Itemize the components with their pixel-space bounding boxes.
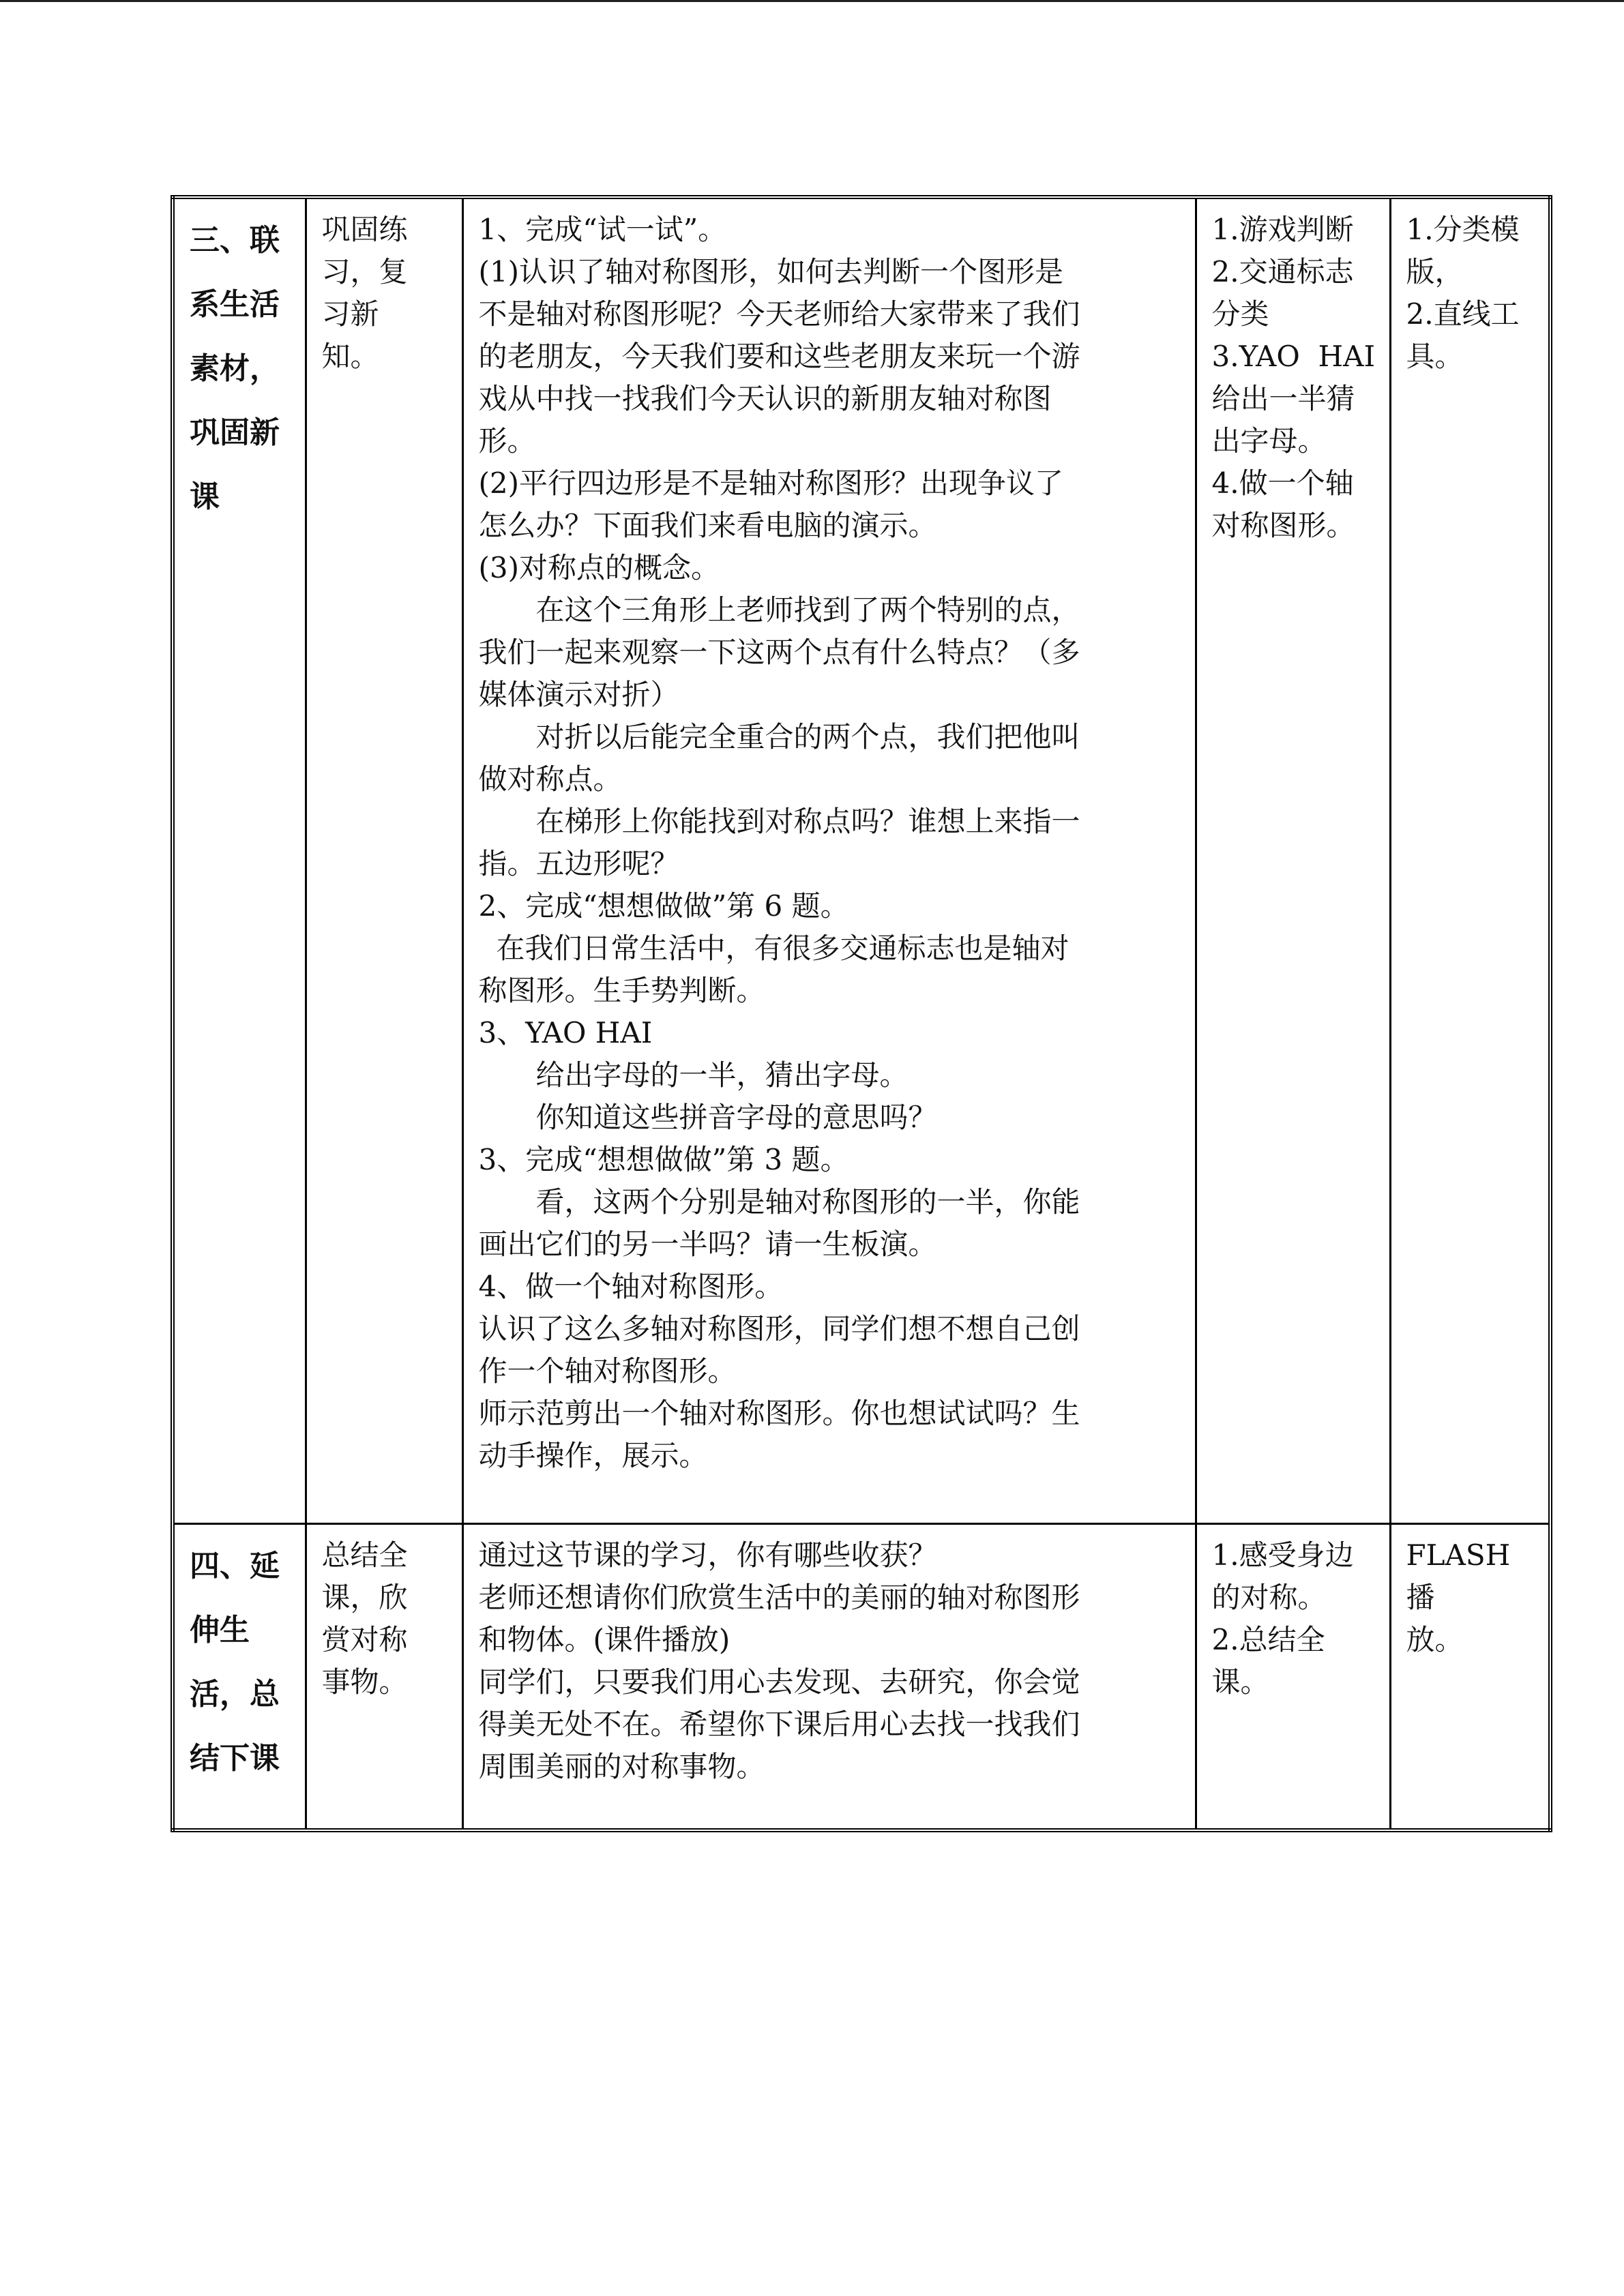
- process-line: (2)平行四边形是不是轴对称图形？出现争议了: [478, 466, 1063, 500]
- process-line: 形。: [478, 424, 536, 458]
- process-line: 4、做一个轴对称图形。: [478, 1270, 784, 1303]
- process-line: 看，这两个分别是轴对称图形的一半，你能: [535, 1185, 1080, 1219]
- goal-line: 课，欣: [321, 1580, 408, 1614]
- media-cell: [1390, 197, 1550, 1523]
- media-line: FLASH 播: [1406, 1538, 1520, 1614]
- process-line: 对折以后能完全重合的两个点，我们把他叫: [535, 720, 1080, 754]
- activity-line: 1.游戏判断: [1211, 213, 1354, 246]
- stage-line: 巩固新: [190, 415, 280, 450]
- process-line: 3、YAO HAI: [478, 1016, 653, 1049]
- process-line: 老师还想请你们欣赏生活中的美丽的轴对称图形: [478, 1580, 1080, 1614]
- process-line: 的老朋友，今天我们要和这些老朋友来玩一个游: [478, 340, 1080, 373]
- activity-line: 给出一半猜: [1211, 382, 1355, 415]
- table-row: [173, 1523, 1550, 1830]
- stage-line: 结下课: [190, 1740, 280, 1776]
- process-line: 做对称点。: [478, 762, 622, 796]
- table-row: [173, 197, 1550, 1523]
- activity-line: 3.YAO HAI: [1211, 340, 1376, 373]
- process-line: 画出它们的另一半吗？请一生板演。: [478, 1227, 937, 1261]
- page-top-rule: [0, 0, 1624, 2]
- media-line: 2.直线工: [1406, 297, 1520, 331]
- process-line: 3、完成“想想做做”第 3 题。: [478, 1143, 849, 1176]
- process-line: 通过这节课的学习，你有哪些收获？: [478, 1538, 937, 1572]
- process-line: 给出字母的一半，猜出字母。: [535, 1058, 909, 1092]
- stage-line: 三、联: [190, 223, 280, 258]
- process-line: 1、完成“试一试”。: [478, 213, 727, 246]
- process-cell: [462, 197, 1196, 1523]
- media-cell: [1390, 1523, 1550, 1830]
- goal-line: 知。: [321, 340, 379, 373]
- process-line: 在梯形上你能找到对称点吗？谁想上来指一: [535, 805, 1080, 838]
- activity-line: 的对称。: [1211, 1580, 1327, 1614]
- process-line: 媒体演示对折）: [478, 678, 679, 711]
- process-line: 不是轴对称图形呢？今天老师给大家带来了我们: [478, 297, 1080, 331]
- process-line: 怎么办？下面我们来看电脑的演示。: [478, 509, 937, 542]
- process-line: 称图形。生手势判断。: [478, 974, 765, 1007]
- goal-line: 巩固练: [321, 213, 408, 246]
- goal-cell: [306, 1523, 462, 1830]
- process-line: 周围美丽的对称事物。: [478, 1749, 765, 1783]
- stage-line: 素材，: [190, 351, 280, 386]
- media-line: 1.分类模: [1406, 213, 1520, 246]
- process-line: (3)对称点的概念。: [478, 551, 720, 584]
- process-line: 师示范剪出一个轴对称图形。你也想试试吗？生: [478, 1397, 1080, 1430]
- activity-line: 2.总结全: [1211, 1622, 1325, 1656]
- process-line: 在我们日常生活中，有很多交通标志也是轴对: [496, 931, 1069, 965]
- process-line: 和物体。(课件播放): [478, 1622, 730, 1656]
- stage-cell: [173, 197, 306, 1523]
- media-line: 具。: [1406, 340, 1464, 373]
- process-line: 2、完成“想想做做”第 6 题。: [478, 889, 849, 923]
- stage-line: 伸生: [190, 1612, 250, 1648]
- process-line: 你知道这些拼音字母的意思吗？: [535, 1101, 937, 1134]
- process-line: 同学们，只要我们用心去发现、去研究，你会觉: [478, 1665, 1080, 1699]
- process-line: 戏从中找一找我们今天认识的新朋友轴对称图: [478, 382, 1052, 415]
- goal-line: 习新: [321, 297, 379, 331]
- activity-cell: [1196, 197, 1390, 1523]
- goal-line: 总结全: [321, 1538, 408, 1572]
- media-line: 放。: [1406, 1622, 1464, 1656]
- process-line: 在这个三角形上老师找到了两个特别的点，: [535, 593, 1080, 627]
- stage-line: 四、延: [190, 1548, 280, 1583]
- process-line: 指。五边形呢？: [478, 847, 679, 880]
- activity-line: 出字母。: [1211, 424, 1327, 458]
- process-line: 认识了这么多轴对称图形，同学们想不想自己创: [478, 1312, 1080, 1345]
- goal-cell: [306, 197, 462, 1523]
- activity-line: 2.交通标志: [1211, 255, 1354, 288]
- goal-line: 事物。: [321, 1665, 408, 1699]
- activity-line: 分类: [1211, 297, 1269, 331]
- stage-line: 系生活: [190, 287, 280, 322]
- stage-cell: [173, 1523, 306, 1830]
- process-cell: [462, 1523, 1196, 1830]
- stage-line: 活，总: [190, 1676, 280, 1712]
- goal-line: 习，复: [321, 255, 408, 288]
- process-line: 作一个轴对称图形。: [478, 1354, 737, 1388]
- activity-line: 课。: [1211, 1665, 1269, 1699]
- lesson-plan-table: [171, 195, 1552, 1832]
- activity-cell: [1196, 1523, 1390, 1830]
- process-line: (1)认识了轴对称图形，如何去判断一个图形是: [478, 255, 1063, 288]
- stage-line: 课: [190, 479, 220, 514]
- activity-line: 对称图形。: [1211, 509, 1355, 542]
- activity-line: 4.做一个轴: [1211, 466, 1354, 500]
- media-line: 版，: [1406, 255, 1464, 288]
- activity-line: 1.感受身边: [1211, 1538, 1354, 1572]
- goal-line: 赏对称: [321, 1622, 408, 1656]
- process-line: 得美无处不在。希望你下课后用心去找一找我们: [478, 1707, 1080, 1741]
- process-line: 我们一起来观察一下这两个点有什么特点？（多: [478, 636, 1080, 669]
- process-line: 动手操作，展示。: [478, 1439, 708, 1472]
